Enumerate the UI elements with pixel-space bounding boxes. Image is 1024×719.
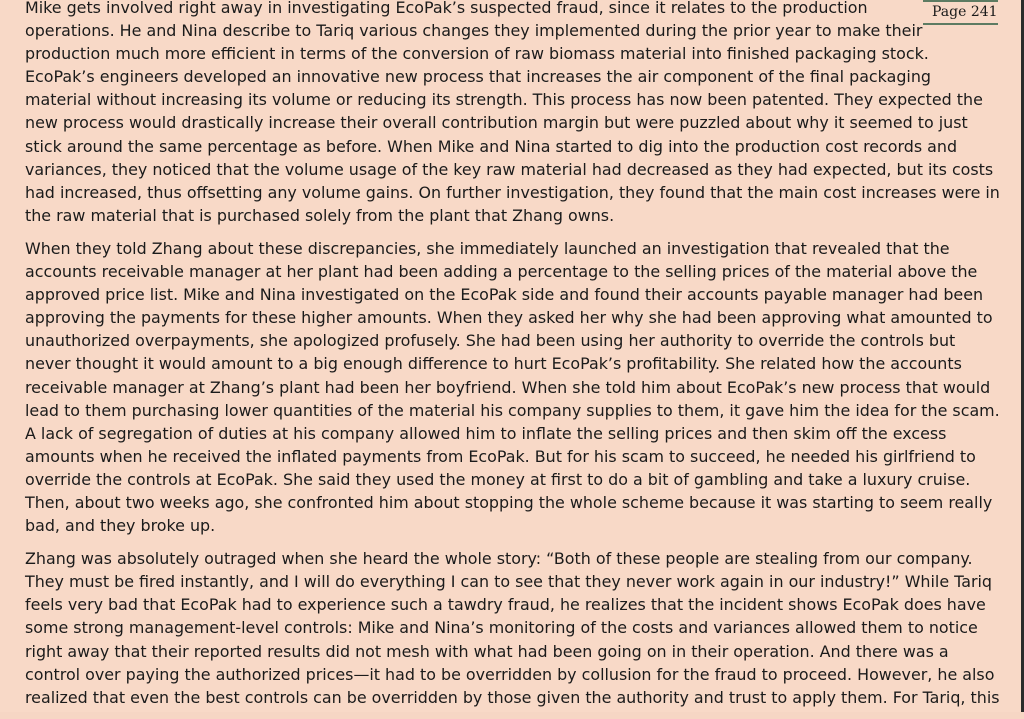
text-line: variances, they noticed that the volume usage of the key raw material had decreased as they had expected, but its costs — [25, 159, 994, 179]
paragraph-2 — [25, 237, 1000, 537]
text-line: bad, and they broke up. — [25, 516, 216, 536]
text-line: right away that their reported results did not mesh with what had been going on in their operation. And there was a — [25, 641, 949, 661]
text-line: operations. He and Nina describe to Tariq various changes they implemented during the prior year to make their — [25, 21, 923, 41]
text-line: accounts receivable manager at her plant had been adding a percentage to the selling prices of the material above the — [25, 262, 978, 282]
text-line: some strong management-level controls: Mike and Nina’s monitoring of the costs and variances allowed them to notice — [25, 618, 978, 638]
text-line: A lack of segregation of duties at his company allowed him to inflate the selling prices and then skim off the excess — [25, 423, 947, 443]
text-line: approved price list. Mike and Nina investigated on the EcoPak side and found their accounts payable manager had been — [25, 285, 984, 305]
paragraph-3 — [25, 547, 1000, 709]
text-line: Mike gets involved right away in investigating EcoPak’s suspected fraud, since it relates to the production — [25, 0, 868, 17]
text-line: Then, about two weeks ago, she confronted him about stopping the whole scheme because it was starting to seem really — [25, 492, 993, 512]
text-line: material without increasing its volume or reducing its strength. This process has now been patented. They expected the — [25, 90, 983, 110]
text-line: amounts when he received the inflated payments from EcoPak. But for his scam to succeed, he needed his girlfriend to — [25, 446, 976, 466]
page-number-label: Page 241 — [932, 4, 998, 20]
document-body — [25, 0, 1000, 719]
text-line: stick around the same percentage as before. When Mike and Nina started to dig into the production cost records and — [25, 136, 958, 156]
text-line: new process would drastically increase their overall contribution margin but were puzzled about why it seemed to just — [25, 113, 968, 133]
text-line: realized that even the best controls can be overridden by those given the authority and trust to apply them. For Tariq, this — [25, 687, 1000, 707]
text-line: They must be fired instantly, and I will do everything I can to see that they never work again in our industry!” While Tariq — [25, 572, 992, 592]
text-line: Zhang was absolutely outraged when she heard the whole story: “Both of these people are stealing from our company. — [25, 549, 973, 569]
text-line: the raw material that is purchased solely from the plant that Zhang owns. — [25, 205, 615, 225]
text-line: feels very bad that EcoPak had to experience such a tawdry fraud, he realizes that the incident shows EcoPak does have — [25, 595, 986, 615]
text-line: receivable manager at Zhang’s plant had been her boyfriend. When she told him about EcoPak’s new process that would — [25, 377, 991, 397]
text-line: production much more efficient in terms of the conversion of raw biomass material into finished packaging stock. — [25, 44, 929, 64]
text-line: never thought it would amount to a big enough difference to hurt EcoPak’s profitability. She related how the accounts — [25, 354, 962, 374]
text-line: approving the payments for these higher amounts. When they asked her why she had been approving what amounted to — [25, 308, 993, 328]
text-line: control over paying the authorized prices—it had to be overridden by collusion for the fraud to proceed. However, he also — [25, 664, 995, 684]
paragraph-1 — [25, 0, 1000, 227]
text-line: unauthorized overpayments, she apologized profusely. She had been using her authority to override the controls but — [25, 331, 956, 351]
text-line: lead to them purchasing lower quantities of the material his company supplies to them, it gave him the idea for the scam. — [25, 400, 1000, 420]
text-line: EcoPak’s engineers developed an innovative new process that increases the air component of the final packaging — [25, 67, 931, 87]
text-line: When they told Zhang about these discrepancies, she immediately launched an investigation that revealed that the — [25, 238, 950, 258]
text-line: had increased, thus offsetting any volume gains. On further investigation, they found that the main cost increases were in — [25, 182, 1000, 202]
text-line: override the controls at EcoPak. She said they used the money at first to do a bit of gambling and take a luxury cruise. — [25, 469, 971, 489]
